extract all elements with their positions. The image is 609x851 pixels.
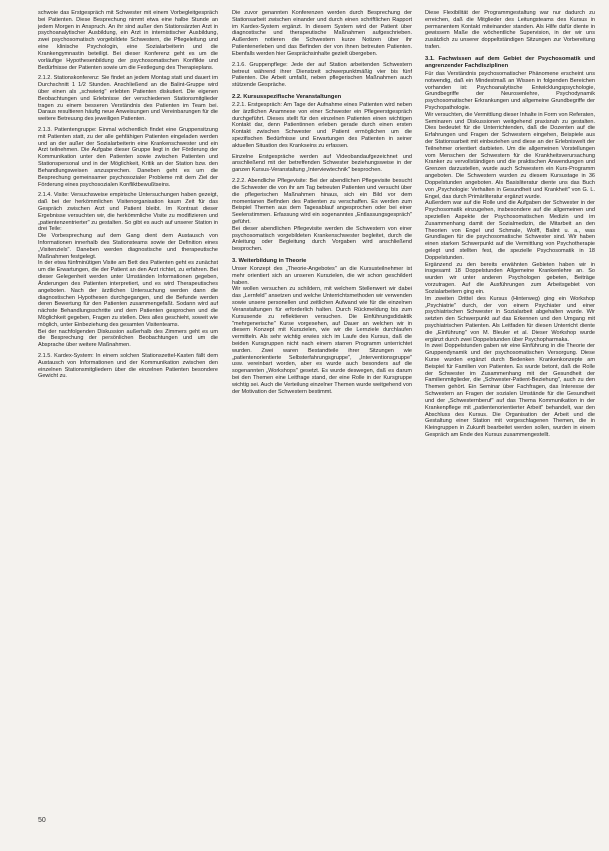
- paragraph: 2.1.4. Visite: Versuchsweise empirische Untersuchungen haben gezeigt, daß bei der herkömmlichen Visitenorganisation kaum Zeit für das Gespräch zwischen Arzt und Patient bleibt. Im Kontrast dieser Ergebnisse versuchten wir, die herkömmliche Visite zu modifizieren und „patientenzentrierter" zu gestalten. So gibt es auch auf unserer Station in drei Teile:: [38, 192, 218, 233]
- paragraph: Im zweiten Drittel des Kursus (Hinterweg) ging ein Workshop „Psychiatrie" durch, der von einem Psychiater und einer psychiatrischen Schwester in Sozialarbeit abgehalten wurde. Wir setzten den Schwerpunkt auf das Erkennen und den Umgang mit psychiatrischen Patienten. Als Leitfaden für diesen Unterricht diente die „Einführung" von M. Bleuler et al. Dieser Workshop wurde ergänzt durch zwei Doppelstunden über Psychopharmaka.: [425, 295, 595, 343]
- paragraph: 2.1.3. Patientengruppe: Einmal wöchentlich findet eine Gruppensitzung mit Patienten statt, zu der alle gehfähigen Patienten eingeladen werden und an der außer der Sozialarbeiterin eine Krankenschwester und ein Arzt teilnehmen. Die Aufgabe dieser Gruppe liegt in der Förderung der Kommunikation unter den Patienten sowie zwischen Patienten und Stationspersonal und in der Möglichkeit, Kritik an der Station bzw. den Behandlungsweisen anzusprechen. Daneben geht es um die Besprechung gemeinsamer psychosozialer Probleme mit dem Ziel der Förderung eines psychosozialen Konfliktbewußtseins.: [38, 127, 218, 188]
- text-column-right: [425, 10, 595, 815]
- paragraph: In der etwa fünfminütigen Visite am Bett des Patienten geht es zunächst um die Erwartungen, die der Patient an den Arzt richtet, zu erfahren. Bei dieser Gelegenheit werden unter Umständen Informationen gegeben, Änderungen des Patienten interpretiert, und es wird Therapeutisches angeboten. Nach der ärztlichen Untersuchung werden dann die diagnostischen Hypothesen durchgegangen, und die Befunde werden deren Bewertung für den Patienten zusammengefaßt. Sodann wird auf nächste Behandlungsschritte und dem Patienten gesprochen und die Möglichkeit gegeben, Fragen zu stellen. Dies alles geschieht, soweit wie möglich, unter Einbeziehung des gesamten Visitenteams.: [38, 260, 218, 328]
- paragraph: Wir versuchten, die Vermittlung dieser Inhalte in Form von Referaten, Seminaren und Diskussionen weitgehend praxisnah zu gestalten. Dies bedeutet für die Unterrichtenden, daß die Dozenten auf die Erfahrungen und Fragen der Schwestern eingehen, Beispiele aus der Stationsarbeit mit einbeziehen und diese an der Erlebniswelt der Teilnehmer orientiert darbieten. Um die allgemeinen Vorstellungen vom Menschen der Schwestern für die Krankheitsverursachung Kranker zu vervollständigen und die praktischen Anwendungen und Grenzen darzustellen, wurde auch Schwestern ein Kurs-Programm angeboten. Die Schwestern wurden zu diesem Kursustage in 36 Doppelstunden angeboten. Als Basisliteratur diente uns das Buch von „Psychologie: Verhalten in Gesundheit und Krankheit" von G. L. Engel, das durch Primärliteratur ergänzt wurde.: [425, 111, 595, 200]
- paragraph: Bei dieser abendlichen Pflegevisite werden die Schwestern von einer psychosomatisch vorgebildeten Krankenschwester begleitet, durch die Anleitung oder Begleitung durch Vorgaben wird anschließend besprochen.: [232, 225, 412, 253]
- section-heading: 3. Weiterbildung in Theorie: [232, 258, 307, 264]
- paragraph: In zwei Doppelstunden gaben wir eine Einführung in die Theorie der Gruppendynamik und der psychosomatischen Versorgung. Diese Kurse wurden ergänzt durch Bedenken Krankenkonzepte am Beispiel für Familien von Patienten. Es wurde betont, daß die Rolle der Schwester im Zusammenhang mit der Gesundheit der Familienmitglieder, die „Schwester-Patient-Beziehung", auch zu den Themen gehört. Ein Seminar über Fachfragen, das Interesse der Schwestern an Fragen der sozialen Umstände für die Gesundheit und der „Schwesternberuf" auf das Thema Kommunikation in der Krankenpflege mit „patientenorientierter Arbeit" behandelt, war den Abschluss des Kursus. Die Organisation der Arbeit und die Gestaltung einer Station mit vorgeschlagenen Themen, die in Kleingruppen in Zukunft bearbeitet werden sollen, wurden in einem Gespräch am Ende des Kursus zusammengestellt.: [425, 343, 595, 438]
- section-heading: 3.1. Fachwissen auf dem Gebiet der Psychosomatik und angrenzender Fachdisziplinen: [425, 55, 595, 69]
- paragraph: 2.2.1. Erstgespräch: Am Tage der Aufnahme eines Patienten wird neben der ärztlichen Anamnese von einer Schwester ein Pflegeerstgespräch durchgeführt. Dieses stellt für den einzelnen Patienten einen wichtigen Kontakt dar, denn Patientinnen erleben gerade durch einen ersten Kontakt zwischen Schwester und Patient ermöglichen um die spezifischen Bedürfnisse und Erwartungen des Patienten in seiner aktuellen Situation des Krankseins zu erfassen.: [232, 101, 412, 149]
- paragraph: 2.2.2. Abendliche Pflegevisite: Bei der abendlichen Pflegevisite besucht die Schwester die von ihr am Tag betreuten Patienten und versucht über die pflegerischen Maßnahmen hinaus, sich ein Bild vor dem momentanen Befinden des Patienten zu verschaffen. Es werden zum Beispiel Themen aus dem Tagesablauf angesprochen oder bei einer Seelenstimmen. Erfassung wird ein sogenanntes „Entlassungsgespräch" geführt.: [232, 178, 412, 225]
- paragraph: Bei der nachfolgenden Diskussion außerhalb des Zimmers geht es um die Besprechung der persönlichen Beobachtungen und um die Absprache über weitere Maßnahmen.: [38, 328, 218, 349]
- paragraph: Unser Konzept des „Theorie-Angebotes" an die Kursusteilnehmer ist mehr orientiert sich an unseren Kurszielen, die wir schon geschildert haben.: [232, 266, 412, 286]
- paragraph: Einzelne Erstgespräche werden auf Videobandaufgezeichnet und anschließend mit der betreffenden Schwester beziehungsweise in der ganzen Kursus-Veranstaltung „Interviewtechnik" besprochen.: [232, 153, 412, 174]
- paragraph: Die zuvor genannten Konferenzen werden durch Besprechung der Stationsarbeit zwischen einander und durch einen schriftlichen Rapport im Kardex-System ergänzt. In diesem System wird der Patient über diagnostische und therapeutische Maßnahmen aufgeschrieben. Außerdem notieren die Schwestern kurze Notizen über ihr Patientenerleben und das Befinden der von ihnen betreuten Patienten. Ebenfalls werden hier Gesprächsinhalte gezielt übergeben.: [232, 10, 412, 57]
- paragraph: Wir wollen versuchen zu schildern, mit welchem Stellenwert wir dabei das „Lernfeld" ansetzen und welche Unterrichtsmethoden wir verwenden sowie unsere personellen und zeitlichen Aufwand wie für die einzelnen Veranstaltungen für erforderlich halten. Durch Rückmeldung bis zum Kursusende zu reflektieren versuchen. Die Einführungsdidaktik "mehrgenerische" Kurse vorgesehen, auf Dauer an welchen wir in diesem Konzept mit Kurszielen, wie wir die Lernziele durchlaufen vermitteln. Als sehr wichtig erwies sich im Laufe des Kursus, daß die beiden Kursgruppen nicht nach einem starren Programm unterrichtet wurden. Zwei waren Bestandteile ihrer Sitzungen wie „patientenorientierte Selbsterfahrungsgruppe", „Interventionsgruppe" usw. vereinbart worden, aber es wurde auch besonders auf die sogenannten „Workshops" gesetzt. Es wurde deswegen, daß es darum bei den Themen eine Leitfrage stand, der eine Rolle in der Kursgruppe wichtig sei. Auch die Verteilung einzelner Themen wurde weitgehend von der Motivation der Schwestern bestimmt.: [232, 286, 412, 395]
- paragraph: schwoie das Erstgespräch mit Schwester mit einem Vorbegleitgespräch bei Patienten. Diese Besprechung nimmt etwa eine halbe Stunde an jedem Morgen in Anspruch. An ihr sind außer den Stationsärzten Arzt in psychoanalytischer Ausbildung, ein Arzt in internistischer Ausbildung, zwei psychosomatisch vorgebildete Schwestern, die Pflegeleitung und eine klinische Psychologin, eine Sozialarbeiterin und die Krankengymnastin beteiligt. Bei dieser Konferenz geht es um die vorläufige Hypothesenbildung der psychosomatischen Konflikte und Bedürfnisse der Patienten sowie um die Festlegung des Therapieplans.: [38, 10, 218, 71]
- section-heading: 2.2. Kursusspezifische Veranstaltungen: [232, 93, 342, 100]
- page-number: 50: [38, 817, 46, 824]
- text-column-middle: [232, 10, 412, 815]
- text-column-left: [38, 10, 218, 815]
- paragraph: Außerdem war auf die Rolle und die Aufgaben der Schwester in der Psychosomatik einzugehen, insbesondere auf die allgemeinen und speziellen Aspekte der Psychosomatischen Medizin und im Zusammenhang damit der Sozialmedizin, die Mitarbeit an den Theorien von Engel und Schmale, Wolff, Balint u. a., was Grundlagen für die psychosomatische Schwester sind. Wir haben einen starken Schwerpunkt auf die Vermittlung von Psychotherapie gelegt und stellten fest, die spezielle Psychosomatik in 18 Doppelstunden.: [425, 200, 595, 261]
- paragraph: Diese Flexibilität der Programmgestaltung war nur dadurch zu erreichen, daß die Mitglieder des Leitungsteams des Kursus in permanentem Kontakt miteinander standen. Als Hilfe dafür diente in gewissem Maße die wöchentliche Supervision, in der wir uns zusätzlich zu unserer doppeltständigen Sitzungen zur Vorbereitung trafen.: [425, 10, 595, 51]
- paragraph: Ergänzend zu den bereits erwähnten Gebieten haben wir in insgesamt 18 Doppelstunden Allgemeine Krankenlehre an. So wurden wir unter anderen Psychologen gebeten, Beiträge vorzutragen. Auf die Ausführungen zum Arbeitsgebiet von Sozialarbeitern ging ein.: [425, 261, 595, 295]
- paragraph: Für das Verständnis psychosomatischer Phänomene erscheint uns notwendig, daß ein Mindestmaß an Wissen in folgenden Bereichen vorhanden ist: Psychoanalytische Entwicklungspsychologie, Grundbegriffe der Neurosenlehre, Psychodynamik psychosomatischer Erkrankungen und allgemeine Grundbegriffe der Psychopathologie.: [425, 70, 595, 111]
- paragraph: Die Vorbesprechung auf dem Gang dient dem Austausch von Informationen innerhalb des Stationsteams sowie der Definition eines „Visitenziels". Daneben werden diagnostische und therapeutische Maßnahmen festgelegt.: [38, 233, 218, 260]
- paragraph: 2.1.5. Kardex-System: In einem solchen Stationszettel-Kasten fällt dem Austausch von Informationen und der Kommunikation zwischen den einzelnen Stationsmitgliedern über die einzelnen Patienten besondere Gewicht zu.: [38, 353, 218, 380]
- paragraph: 2.1.2. Stationskonferenz: Sie findet an jedem Montag statt und dauert im Durchschnitt 1 1/2 Stunden. Anschließend an die Balint-Gruppe wird über einen als „schwierig" erlebten Patienten diskutiert. Die eigenen Beobachtungen und Erlebnisse der verschiedenen Stationsmitglieder tragen zu einem besseren Verständnis des Patienten im Team bei. Daraus resultieren häufig neue Anweisungen und Vereinbarungen für die weitere Betreuung des jeweiligen Patienten.: [38, 75, 218, 123]
- paragraph: 2.1.6. Gruppenpflege: Jede der auf Station arbeitenden Schwestern betreut während ihrer Dienstzeit schwerpunktmäßig vier bis fünf Patienten. Die Arbeit umfaßt, neben pflegerischen Maßnahmen auch stützende Gespräche.: [232, 61, 412, 89]
